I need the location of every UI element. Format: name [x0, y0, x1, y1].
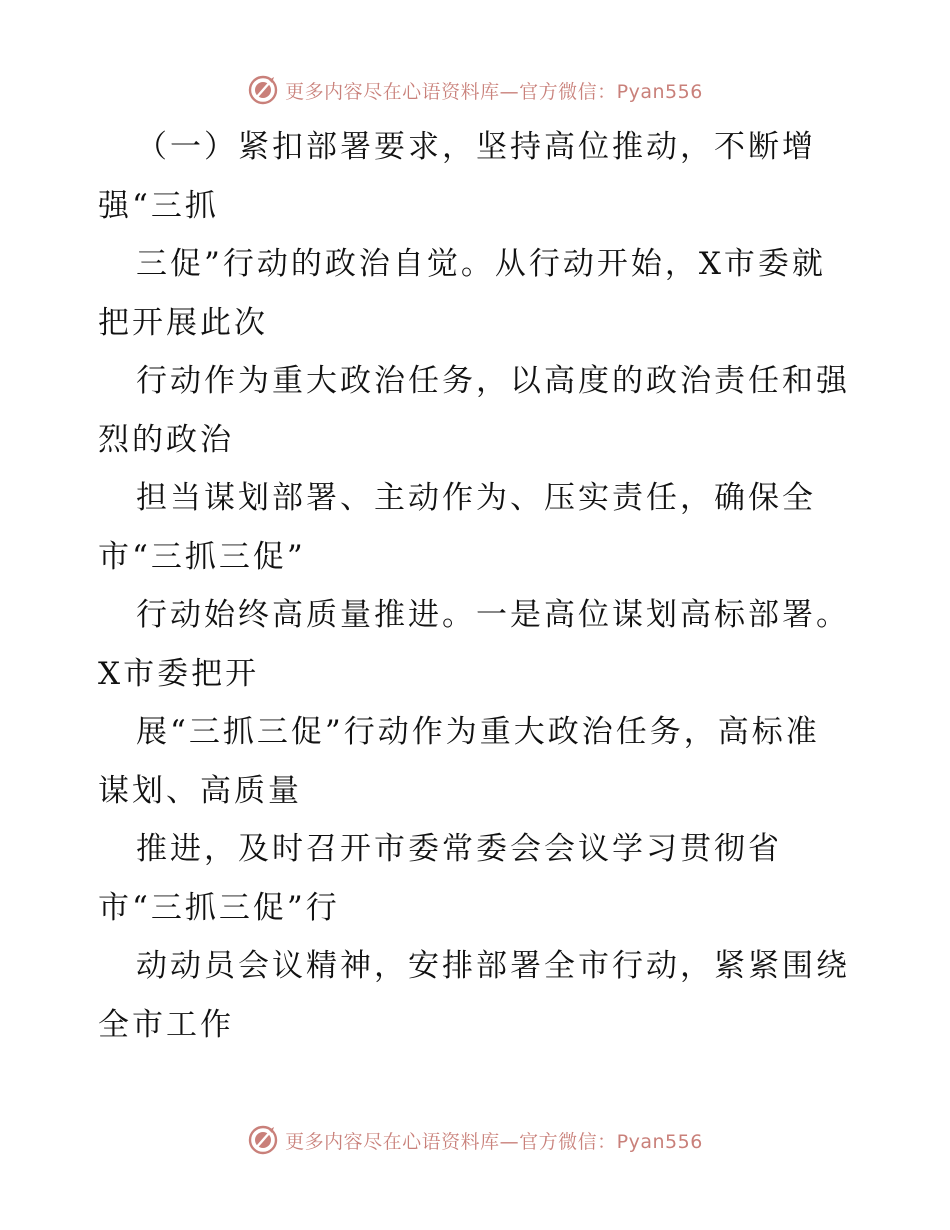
text-line: 推进，及时召开市委常委会会议学习贯彻省 — [136, 831, 782, 867]
text-line: （一）紧扣部署要求，坚持高位推动，不断增 — [136, 129, 816, 165]
text-line: 行动始终高质量推进。一是高位谋划高标部署。 — [136, 597, 850, 633]
text-line: 展“三抓三促”行动作为重大政治任务，高标准 — [136, 714, 820, 750]
text-line: 三促”行动的政治自觉。从行动开始，X市委就 — [136, 246, 826, 282]
document-body — [98, 118, 898, 1054]
watermark-text: 更多内容尽在心语资料库—官方微信：Pyan556 — [285, 1130, 703, 1153]
text-line: 市“三抓三促” — [98, 538, 306, 575]
text-line: 把开展此次 — [98, 304, 268, 341]
footer-watermark — [0, 1120, 950, 1160]
text-line: X市委把开 — [98, 655, 260, 692]
text-line: 担当谋划部署、主动作为、压实责任，确保全 — [136, 480, 816, 516]
text-line: 行动作为重大政治任务，以高度的政治责任和强 — [136, 363, 850, 399]
header-watermark — [0, 70, 950, 110]
text-line: 市“三抓三促”行 — [98, 889, 340, 926]
text-line: 烈的政治 — [98, 421, 234, 458]
pen-seal-icon — [247, 1124, 279, 1156]
text-line: 谋划、高质量 — [98, 772, 302, 809]
text-line: 动动员会议精神，安排部署全市行动，紧紧围绕 — [136, 948, 850, 984]
text-line: 强“三抓 — [98, 187, 219, 224]
pen-seal-icon — [247, 74, 279, 106]
text-line: 全市工作 — [98, 1006, 234, 1043]
watermark-text: 更多内容尽在心语资料库—官方微信：Pyan556 — [285, 80, 703, 103]
